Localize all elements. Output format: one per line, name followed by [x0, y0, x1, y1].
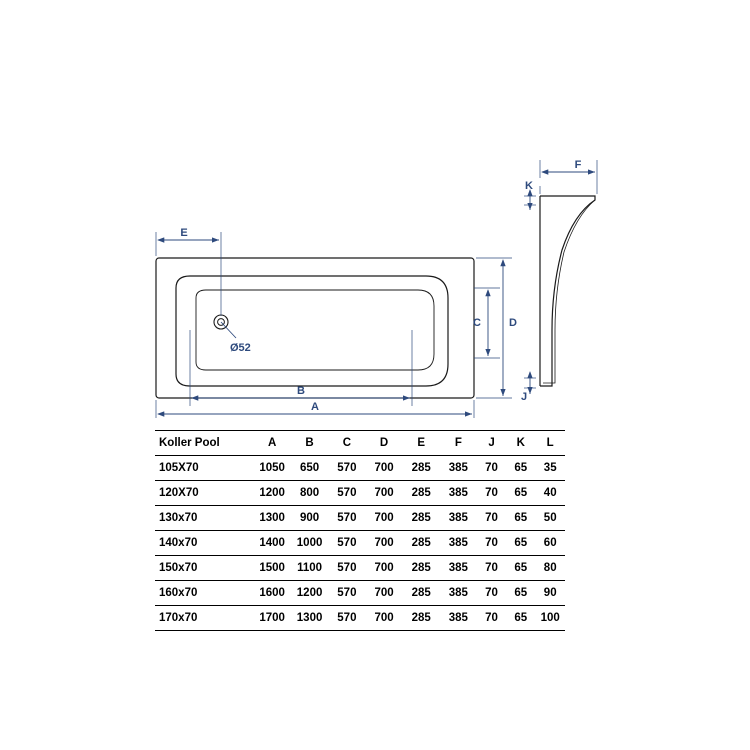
svg-text:F: F — [574, 159, 582, 171]
table-row — [155, 606, 565, 631]
cell-f: 385 — [440, 481, 477, 506]
row-model: 150x70 — [155, 556, 253, 581]
table-row — [155, 481, 565, 506]
cell-b: 1300 — [291, 606, 328, 631]
cell-d: 700 — [365, 606, 402, 631]
cell-c: 570 — [328, 531, 365, 556]
cell-l: 90 — [535, 581, 565, 606]
svg-text:A: A — [311, 401, 319, 413]
cell-j: 70 — [477, 506, 506, 531]
drain-diameter-label: Ø52 — [230, 342, 251, 354]
column-header-name: Koller Pool — [155, 431, 253, 456]
section-view — [540, 196, 595, 386]
cell-e: 285 — [403, 456, 440, 481]
cell-c: 570 — [328, 456, 365, 481]
svg-text:C: C — [473, 317, 481, 329]
svg-text:B: B — [297, 385, 305, 397]
cell-a: 1300 — [253, 506, 290, 531]
table-row — [155, 556, 565, 581]
dimension-J — [521, 372, 530, 403]
row-model: 170x70 — [155, 606, 253, 631]
row-model: 120X70 — [155, 481, 253, 506]
dimension-D — [503, 260, 517, 396]
cell-b: 1100 — [291, 556, 328, 581]
cell-d: 700 — [365, 481, 402, 506]
cell-f: 385 — [440, 456, 477, 481]
cell-b: 800 — [291, 481, 328, 506]
cell-d: 700 — [365, 531, 402, 556]
cell-f: 385 — [440, 531, 477, 556]
cell-c: 570 — [328, 606, 365, 631]
column-header-j: J — [477, 431, 506, 456]
dimension-E — [158, 227, 219, 240]
cell-a: 1500 — [253, 556, 290, 581]
dimension-A — [158, 401, 472, 414]
cell-b: 1000 — [291, 531, 328, 556]
cell-f: 385 — [440, 581, 477, 606]
cell-k: 65 — [506, 481, 535, 506]
cell-k: 65 — [506, 506, 535, 531]
cell-d: 700 — [365, 456, 402, 481]
cell-b: 900 — [291, 506, 328, 531]
cell-j: 70 — [477, 581, 506, 606]
column-header-k: K — [506, 431, 535, 456]
svg-text:K: K — [525, 180, 533, 192]
cell-e: 285 — [403, 481, 440, 506]
table-header-row — [155, 431, 565, 456]
cell-d: 700 — [365, 581, 402, 606]
cell-e: 285 — [403, 556, 440, 581]
cell-j: 70 — [477, 606, 506, 631]
svg-text:E: E — [180, 227, 188, 239]
dimension-C — [473, 290, 488, 356]
column-header-d: D — [365, 431, 402, 456]
cell-e: 285 — [403, 581, 440, 606]
column-header-l: L — [535, 431, 565, 456]
cell-d: 700 — [365, 556, 402, 581]
cell-c: 570 — [328, 506, 365, 531]
cell-k: 65 — [506, 456, 535, 481]
row-model: 130x70 — [155, 506, 253, 531]
drain-outlet — [214, 315, 236, 338]
cell-a: 1200 — [253, 481, 290, 506]
cell-a: 1400 — [253, 531, 290, 556]
dimension-B — [192, 385, 410, 398]
specification-table — [155, 430, 565, 631]
column-header-c: C — [328, 431, 365, 456]
svg-text:J: J — [520, 391, 528, 403]
row-model: 160x70 — [155, 581, 253, 606]
cell-c: 570 — [328, 556, 365, 581]
column-header-e: E — [403, 431, 440, 456]
plan-view — [156, 258, 474, 398]
cell-l: 35 — [535, 456, 565, 481]
cell-c: 570 — [328, 481, 365, 506]
cell-j: 70 — [477, 456, 506, 481]
svg-text:D: D — [509, 317, 517, 329]
table-row — [155, 456, 565, 481]
cell-k: 65 — [506, 531, 535, 556]
cell-f: 385 — [440, 556, 477, 581]
cell-k: 65 — [506, 556, 535, 581]
cell-j: 70 — [477, 481, 506, 506]
cell-d: 700 — [365, 506, 402, 531]
cell-f: 385 — [440, 506, 477, 531]
dimension-F — [542, 159, 595, 172]
column-header-b: B — [291, 431, 328, 456]
row-model: 105X70 — [155, 456, 253, 481]
cell-e: 285 — [403, 506, 440, 531]
cell-j: 70 — [477, 556, 506, 581]
cell-b: 1200 — [291, 581, 328, 606]
cell-c: 570 — [328, 581, 365, 606]
table-row — [155, 506, 565, 531]
cell-k: 65 — [506, 581, 535, 606]
cell-j: 70 — [477, 531, 506, 556]
cell-b: 650 — [291, 456, 328, 481]
cell-l: 50 — [535, 506, 565, 531]
cell-e: 285 — [403, 531, 440, 556]
cell-l: 80 — [535, 556, 565, 581]
dimension-K — [525, 180, 533, 210]
column-header-f: F — [440, 431, 477, 456]
cell-f: 385 — [440, 606, 477, 631]
cell-a: 1700 — [253, 606, 290, 631]
cell-e: 285 — [403, 606, 440, 631]
column-header-a: A — [253, 431, 290, 456]
cell-k: 65 — [506, 606, 535, 631]
cell-l: 60 — [535, 531, 565, 556]
cell-a: 1600 — [253, 581, 290, 606]
cell-l: 100 — [535, 606, 565, 631]
cell-l: 40 — [535, 481, 565, 506]
table-row — [155, 531, 565, 556]
table-row — [155, 581, 565, 606]
cell-a: 1050 — [253, 456, 290, 481]
row-model: 140x70 — [155, 531, 253, 556]
